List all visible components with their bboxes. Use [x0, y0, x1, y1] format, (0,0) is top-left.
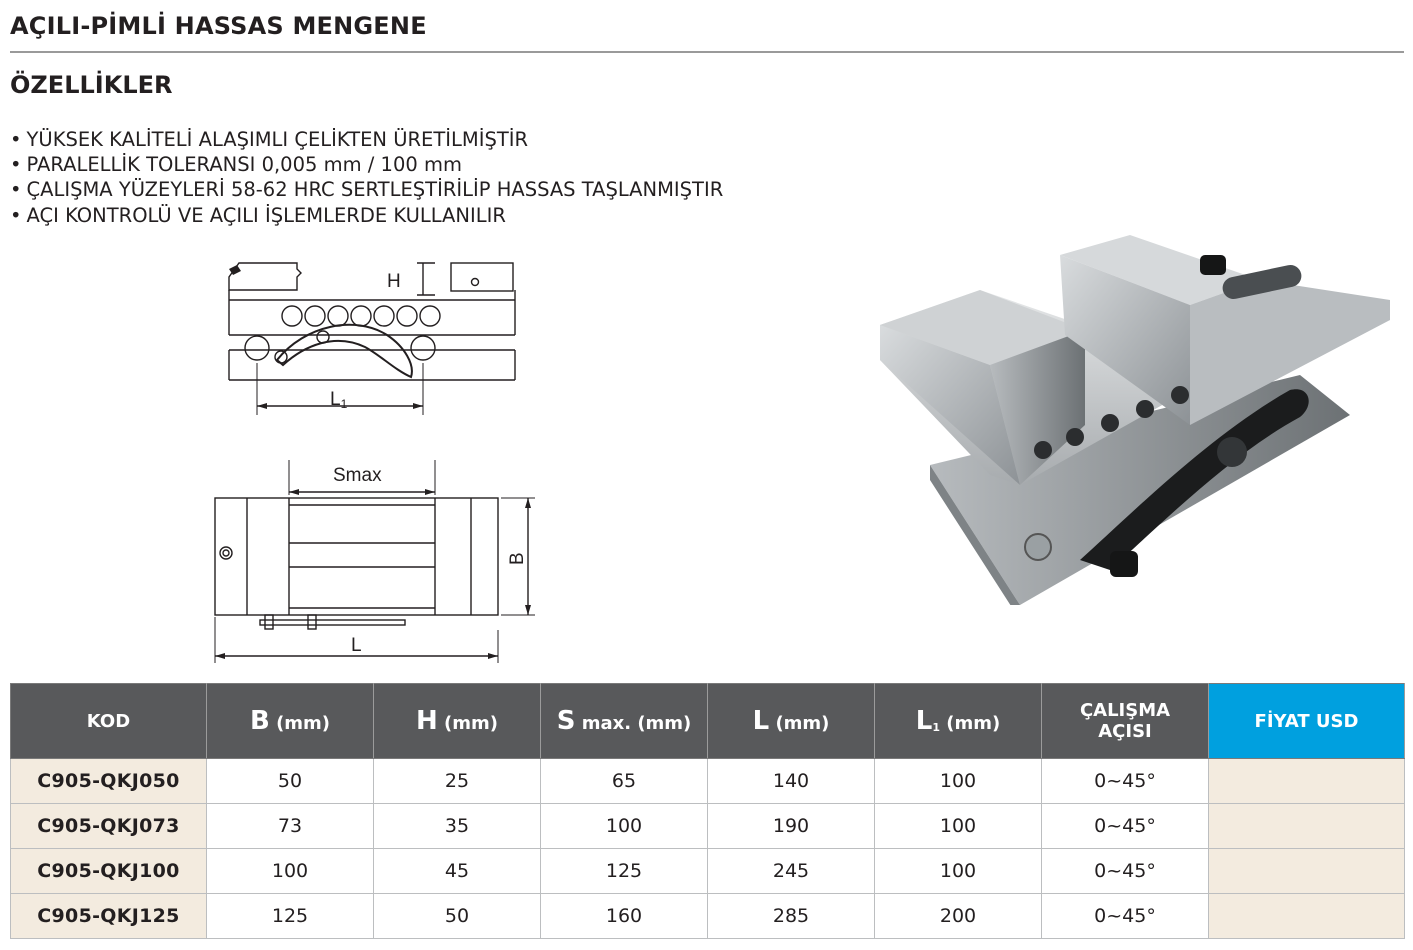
- cell-kod: C905-QKJ125: [11, 894, 207, 939]
- cell-h: 25: [374, 759, 541, 804]
- col-header-h-unit: (mm): [444, 713, 498, 734]
- dim-label-h: H: [387, 271, 401, 292]
- cell-l1: 100: [875, 804, 1042, 849]
- col-header-b-unit: (mm): [276, 713, 331, 734]
- title-divider: [10, 51, 1404, 53]
- page-title: AÇILI-PİMLİ HASSAS MENGENE: [10, 12, 427, 40]
- dim-label-l1-main: L: [330, 389, 341, 410]
- col-header-s-letter: S: [556, 706, 576, 736]
- table-row: [11, 894, 1405, 939]
- dim-label-l: L: [351, 635, 362, 656]
- col-header-smax: [541, 684, 708, 759]
- dim-label-smax: Smax: [333, 465, 382, 486]
- cell-kod: C905-QKJ073: [11, 804, 207, 849]
- col-header-l1-unit: (mm): [946, 713, 1001, 734]
- table-header-row: [11, 684, 1405, 759]
- cell-l: 190: [708, 804, 875, 849]
- top-view-drawing: [205, 455, 545, 670]
- cell-h: 45: [374, 849, 541, 894]
- cell-angle: 0~45°: [1042, 804, 1209, 849]
- col-header-l1-letter: L: [915, 706, 933, 736]
- cell-angle: 0~45°: [1042, 849, 1209, 894]
- cell-smax: 125: [541, 849, 708, 894]
- cell-price: [1209, 894, 1405, 939]
- cell-smax: 100: [541, 804, 708, 849]
- cell-h: 50: [374, 894, 541, 939]
- cell-l1: 100: [875, 759, 1042, 804]
- section-heading: ÖZELLİKLER: [10, 71, 173, 99]
- dim-label-b: B: [507, 552, 528, 565]
- dim-label-l1-sub: 1: [340, 397, 348, 411]
- table-row: [11, 849, 1405, 894]
- col-header-h-letter: H: [415, 706, 438, 736]
- table-row: [11, 804, 1405, 849]
- table-row: [11, 759, 1405, 804]
- col-header-b-letter: B: [249, 706, 270, 736]
- col-header-l1: [875, 684, 1042, 759]
- cell-b: 50: [207, 759, 374, 804]
- cell-price: [1209, 759, 1405, 804]
- cell-smax: 160: [541, 894, 708, 939]
- cell-price: [1209, 849, 1405, 894]
- cell-b: 100: [207, 849, 374, 894]
- col-header-angle: [1042, 684, 1209, 759]
- col-header-price: FİYAT USD: [1209, 684, 1405, 759]
- feature-item: • YÜKSEK KALİTELİ ALAŞIMLI ÇELİKTEN ÜRETİLMİŞTİR: [10, 127, 723, 152]
- feature-item: • PARALELLİK TOLERANSI 0,005 mm / 100 mm: [10, 152, 723, 177]
- cell-l: 285: [708, 894, 875, 939]
- feature-list: [10, 127, 723, 228]
- col-header-angle-line2: AÇISI: [1098, 721, 1152, 742]
- cell-b: 125: [207, 894, 374, 939]
- cell-angle: 0~45°: [1042, 759, 1209, 804]
- side-view-drawing: [215, 255, 535, 420]
- col-header-l: [708, 684, 875, 759]
- specification-table: [10, 683, 1405, 939]
- cell-smax: 65: [541, 759, 708, 804]
- cell-b: 73: [207, 804, 374, 849]
- col-header-l-unit: (mm): [775, 713, 830, 734]
- cell-angle: 0~45°: [1042, 894, 1209, 939]
- feature-item: • AÇI KONTROLÜ VE AÇILI İŞLEMLERDE KULLANILIR: [10, 203, 723, 228]
- cell-h: 35: [374, 804, 541, 849]
- cell-l1: 100: [875, 849, 1042, 894]
- col-header-h: [374, 684, 541, 759]
- col-header-angle-line1: ÇALIŞMA: [1079, 700, 1171, 721]
- col-header-l-letter: L: [752, 706, 770, 736]
- dim-label-l1: [330, 389, 348, 411]
- col-header-kod: KOD: [11, 684, 207, 759]
- product-photo: [870, 225, 1400, 605]
- cell-kod: C905-QKJ050: [11, 759, 207, 804]
- cell-kod: C905-QKJ100: [11, 849, 207, 894]
- feature-item: • ÇALIŞMA YÜZEYLERİ 58-62 HRC SERTLEŞTİRİLİP HASSAS TAŞLANMIŞTIR: [10, 177, 723, 202]
- col-header-l1-sub: 1: [932, 721, 940, 734]
- cell-l: 245: [708, 849, 875, 894]
- cell-l1: 200: [875, 894, 1042, 939]
- cell-price: [1209, 804, 1405, 849]
- col-header-s-unit: max. (mm): [581, 713, 692, 734]
- col-header-b: [207, 684, 374, 759]
- cell-l: 140: [708, 759, 875, 804]
